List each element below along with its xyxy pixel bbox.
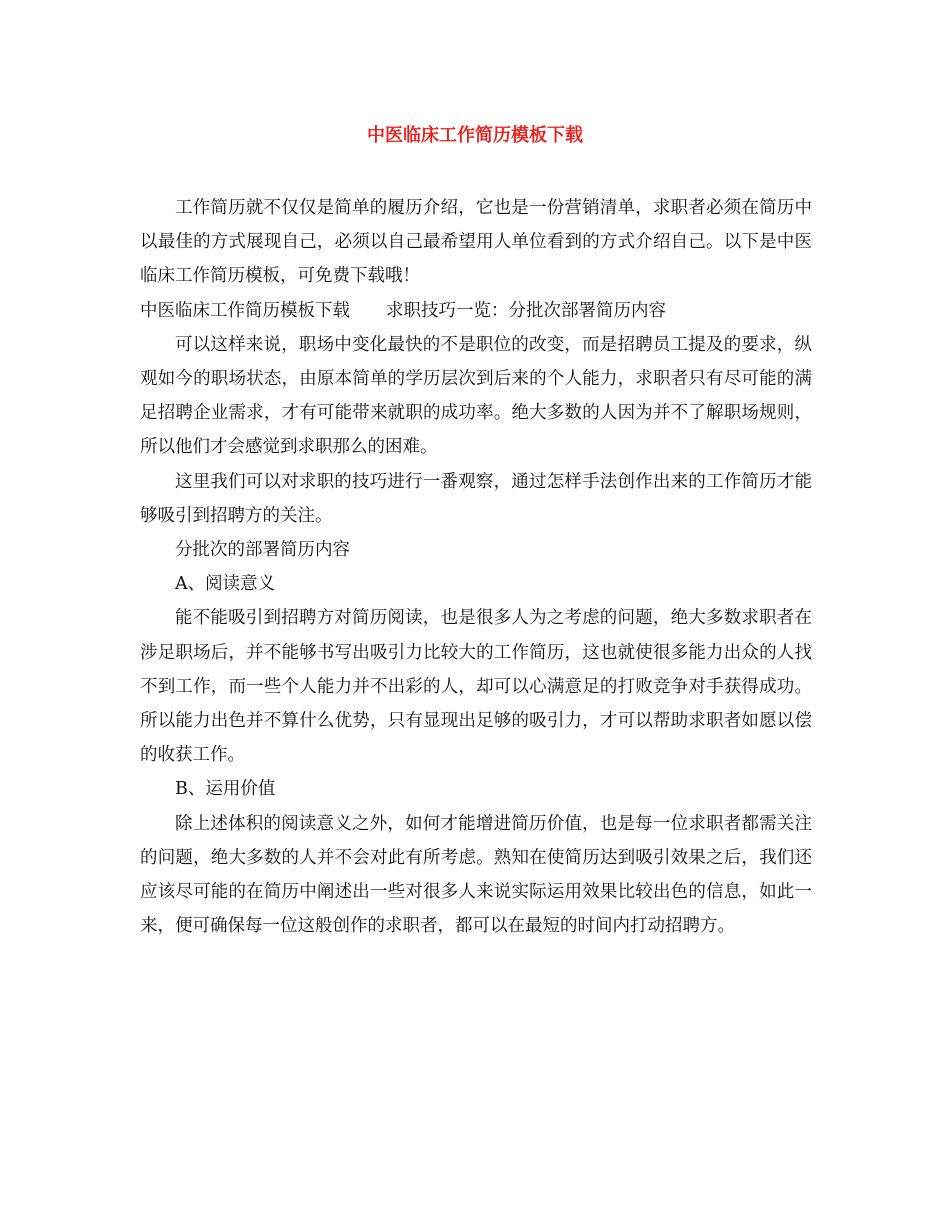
document-title: 中医临床工作简历模板下载	[367, 125, 583, 146]
heading-line-part1: 中医临床工作简历模板下载	[140, 300, 350, 321]
paragraph-4-section-a: A、阅读意义	[175, 574, 276, 595]
paragraph-intro: 工作简历就不仅仅是简单的履历介绍，它也是一份营销清单，求职者必须在简历中以最佳的方式展现自己，必须以自己最希望用人单位看到的方式介绍自己。以下是中医临床工作简历模板，可免费下载哦！	[140, 198, 812, 287]
paragraph-2: 这里我们可以对求职的技巧进行一番观察，通过怎样手法创作出来的工作简历才能够吸引到招聘方的关注。	[140, 471, 812, 526]
document-body	[140, 191, 812, 943]
paragraph-7: 除上述体积的阅读意义之外，如何才能增进简历价值，也是每一位求职者都需关注的问题，绝大多数的人并不会对此有所考虑。熟知在使简历达到吸引效果之后，我们还应该尽可能的在简历中阐述出一些对很多人来说实际运用效果比较出色的信息，如此一来，便可确保每一位这般创作的求职者，都可以在最短的时间内打动招聘方。	[140, 813, 812, 937]
heading-line	[140, 294, 812, 328]
paragraph-5: 能不能吸引到招聘方对简历阅读，也是很多人为之考虑的问题，绝大多数求职者在涉足职场后，并不能够书写出吸引力比较大的工作简历，这也就使很多能力出众的人找不到工作，而一些个人能力并不出彩的人，却可以心满意足的打败竞争对手获得成功。所以能力出色并不算什么优势，只有显现出足够的吸引力，才可以帮助求职者如愿以偿的收获工作。	[140, 608, 812, 766]
paragraph-3-subheading: 分批次的部署简历内容	[175, 540, 350, 561]
paragraph-1: 可以这样来说，职场中变化最快的不是职位的改变，而是招聘员工提及的要求，纵观如今的职场状态，由原本简单的学历层次到后来的个人能力，求职者只有尽可能的满足招聘企业需求，才有可能带来就职的成功率。绝大多数的人因为并不了解职场规则，所以他们才会感觉到求职那么的困难。	[140, 334, 812, 458]
heading-line-part2: 求职技巧一览：分批次部署简历内容	[386, 300, 666, 321]
paragraph-6-section-b: B、运用价值	[175, 779, 276, 800]
